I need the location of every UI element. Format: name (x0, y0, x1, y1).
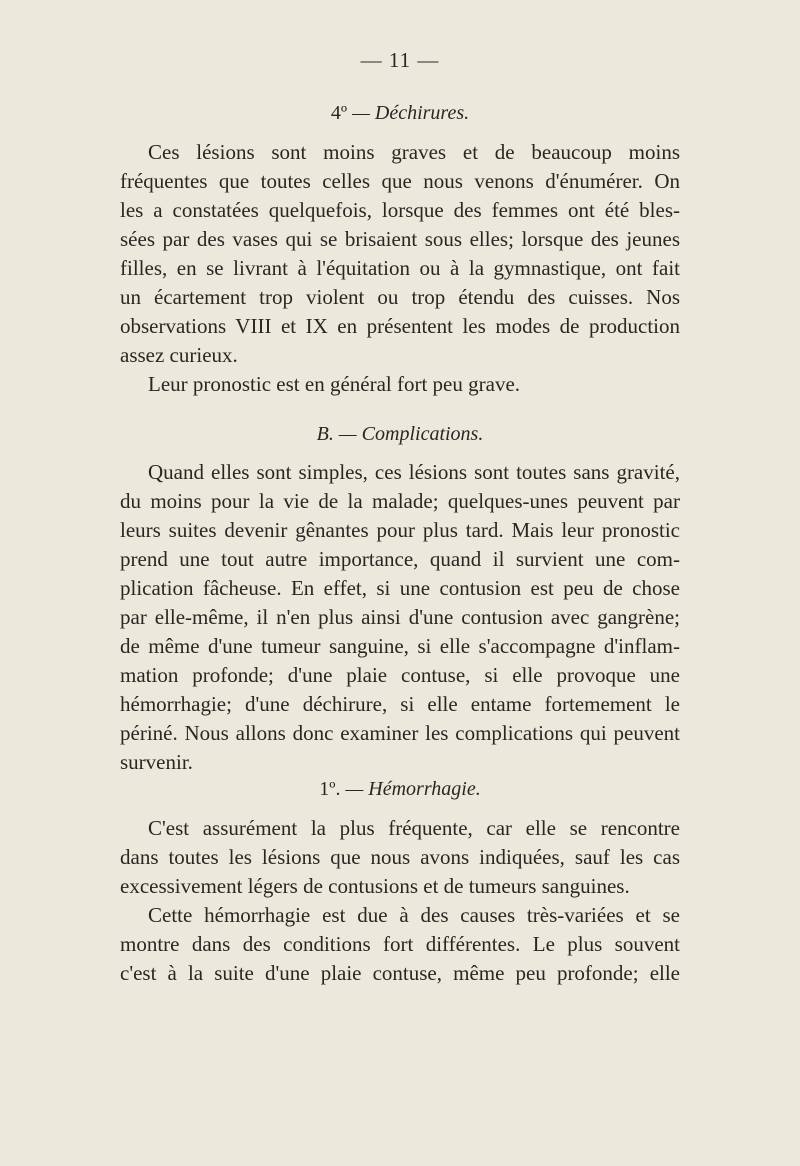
text-line: filles, en se livrant à l'équitation ou à la gymnastique, ont fait (120, 256, 680, 280)
paragraph-hemorrhagie (120, 814, 680, 901)
section-heading-complications (0, 423, 800, 446)
text-line: un écartement trop violent ou trop étendu des cuisses. Nos (120, 285, 680, 309)
text-line: survenir. (120, 750, 193, 774)
text-line: mation profonde; d'une plaie contuse, si elle provoque une (120, 663, 680, 687)
text-line: les a constatées quelquefois, lorsque des femmes ont été bles- (120, 198, 680, 222)
section-dash: — (345, 778, 364, 800)
section-number: 4º (330, 102, 348, 124)
section-title: Hémorrhagie. (368, 778, 481, 800)
page-number: — 11 — (360, 48, 440, 72)
text-line: par elle-même, il n'en plus ainsi d'une contusion avec gangrène; (120, 605, 680, 629)
text-line: Leur pronostic est en général fort peu grave. (148, 372, 521, 396)
section-heading-dechirures (0, 102, 800, 125)
paragraph-complications (120, 458, 680, 777)
text-line: de même d'une tumeur sanguine, si elle s'accompagne d'inflam- (120, 634, 680, 658)
paragraph-pronostic (120, 370, 680, 399)
paragraph-dechirures (120, 138, 680, 370)
text-line: dans toutes les lésions que nous avons indiquées, sauf les cas (120, 845, 680, 869)
text-line: montre dans des conditions fort différentes. Le plus souvent (120, 932, 680, 956)
text-line: c'est à la suite d'une plaie contuse, même peu profonde; elle (120, 961, 680, 985)
text-line: Cette hémorrhagie est due à des causes très-variées et se (148, 903, 680, 927)
text-line: observations VIII et IX en présentent les modes de production (120, 314, 680, 338)
text-line: leurs suites devenir gênantes pour plus tard. Mais leur pronostic (120, 518, 680, 542)
paragraph-causes (120, 901, 680, 988)
text-line: hémorrhagie; d'une déchirure, si elle entame fortemement le (120, 692, 680, 716)
section-title: Complications. (361, 423, 484, 445)
text-line: C'est assurément la plus fréquente, car elle se rencontre (148, 816, 680, 840)
text-line: fréquentes que toutes celles que nous venons d'énumérer. On (120, 169, 680, 193)
text-line: du moins pour la vie de la malade; quelques-unes peuvent par (120, 489, 680, 513)
section-number: B. (316, 423, 334, 445)
section-dash: — (352, 102, 370, 124)
text-line: Quand elles sont simples, ces lésions sont toutes sans gravité, (148, 460, 680, 484)
text-line: Ces lésions sont moins graves et de beaucoup moins (148, 140, 680, 164)
section-dash: — (338, 423, 357, 445)
text-line: assez curieux. (120, 343, 238, 367)
text-line: plication fâcheuse. En effet, si une contusion est peu de chose (120, 576, 680, 600)
text-line: périné. Nous allons donc examiner les complications qui peuvent (120, 721, 680, 745)
section-heading-hemorrhagie (0, 778, 800, 801)
section-number: 1º. (319, 778, 341, 800)
text-line: prend une tout autre importance, quand il survient une com- (120, 547, 680, 571)
text-line: excessivement légers de contusions et de tumeurs sanguines. (120, 874, 630, 898)
section-title: Déchirures. (374, 102, 470, 124)
text-line: sées par des vases qui se brisaient sous elles; lorsque des jeunes (120, 227, 680, 251)
